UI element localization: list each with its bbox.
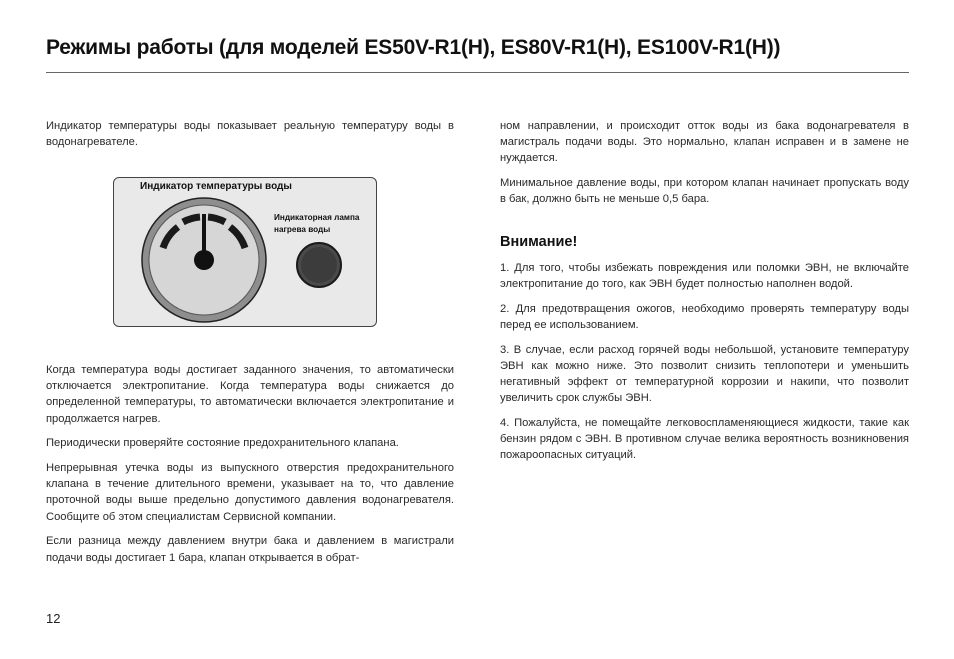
attention-item: 3. В случае, если расход горячей воды небольшой, установите температуру ЭВН как можно ниже. Это позволит снизить теплопотери и уменьшить негативный эффект от температурной коррозии и накипи, что позволит увеличить срок службы ЭВН.: [500, 343, 909, 405]
indicator-label: Индикатор температуры воды: [140, 181, 292, 192]
left-column: [46, 362, 454, 574]
attention-heading: Внимание!: [500, 233, 578, 250]
intro-paragraph: Индикатор температуры воды показывает реальную температуру воды в водонагревателе.: [46, 120, 454, 149]
right-paragraph: ном направлении, и происходит отток воды из бака водонагревателя в магистраль подачи воды. Это нормально, клапан исправен и в замене не нуждается.: [500, 120, 909, 165]
dial-needle-hub: [194, 250, 214, 270]
attention-item: 1. Для того, чтобы избежать повреждения или поломки ЭВН, не включайте электропитание до того, как ЭВН будет полностью наполнен водой.: [500, 261, 909, 290]
heating-lamp-lens: [301, 247, 337, 283]
attention-item: 4. Пожалуйста, не помещайте легковоспламеняющиеся жидкости, такие как бензин рядом с ЭВН. В противном случае велика вероятность возникновения пожароопасных ситуаций.: [500, 416, 909, 462]
indicator-panel-graphic: [114, 178, 378, 328]
left-paragraph: Периодически проверяйте состояние предохранительного клапана.: [46, 437, 399, 450]
left-paragraph: Непрерывная утечка воды из выпускного отверстия предохранительного клапана в течение длительного времени, указывает на то, что давление проточной воды выше предельно допустимого давления водонагревателя. Сообщите об этом специалистам Сервисной компании.: [46, 462, 454, 523]
page-number: 12: [46, 611, 61, 626]
right-paragraph: Минимальное давление воды, при котором клапан начинает пропускать воду в бак, должно быть не меньше 0,5 бара.: [500, 177, 909, 206]
left-paragraph: Если разница между давлением внутри бака и давлением в магистрали подачи воды достигает 1 бара, клапан открывается в обрат-: [46, 535, 454, 564]
title-divider: [46, 72, 909, 73]
right-column: [500, 118, 909, 472]
page-title: Режимы работы (для моделей ES50V-R1(H), ES80V-R1(H), ES100V-R1(H)): [46, 36, 781, 59]
lamp-label: Индикаторная лампа нагрева воды: [274, 213, 360, 234]
temperature-indicator-diagram: [113, 177, 377, 327]
left-paragraph: Когда температура воды достигает заданного значения, то автоматически отключается электропитание. Когда температура воды снижается до определенной температуры, то автоматически включается электропитание и продолжается нагрев.: [46, 364, 454, 425]
intro-text: [46, 118, 454, 159]
attention-item: 2. Для предотвращения ожогов, необходимо проверять температуру воды перед ее использованием.: [500, 302, 909, 331]
